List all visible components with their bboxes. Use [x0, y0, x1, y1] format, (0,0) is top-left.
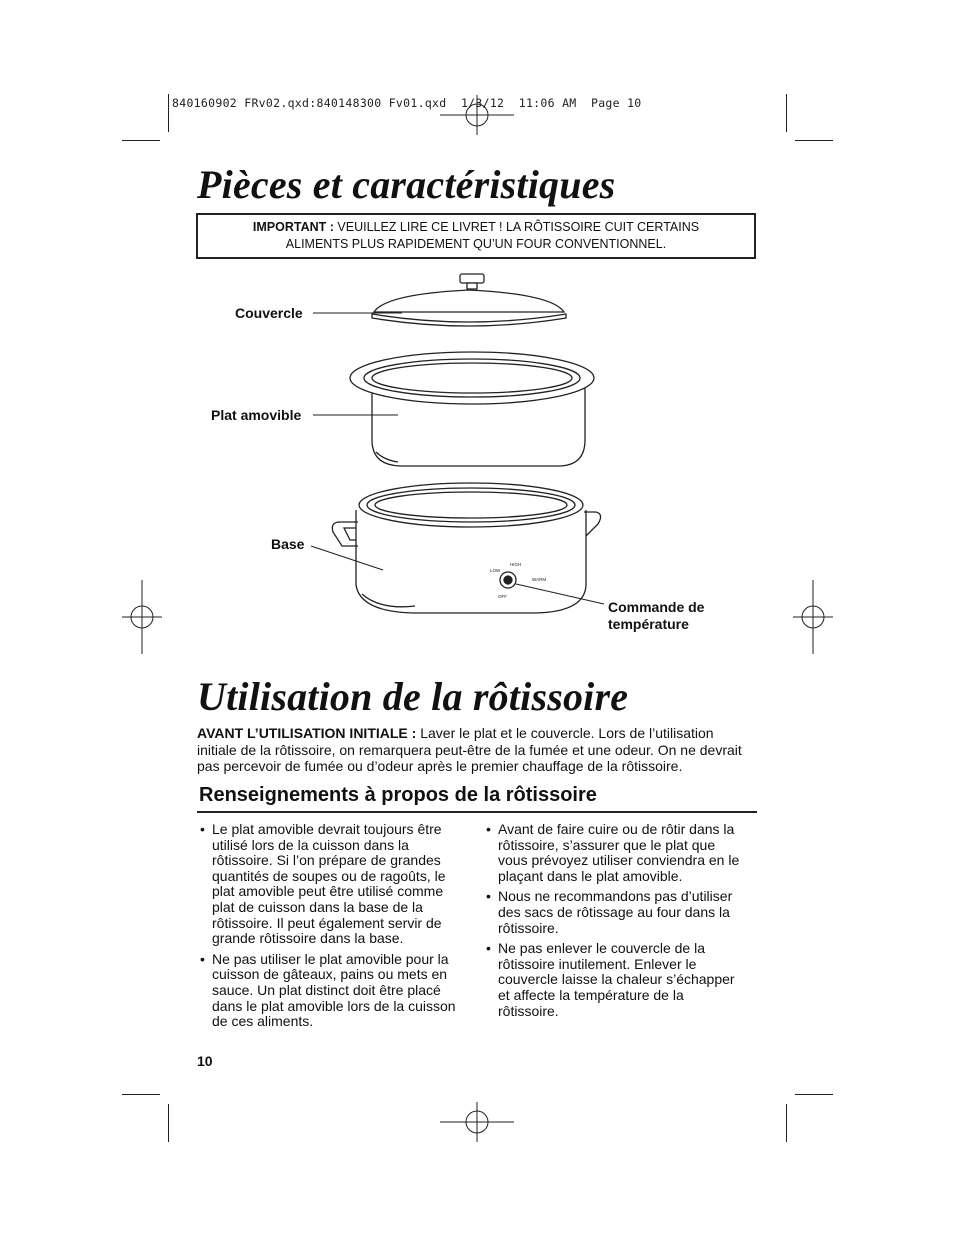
- intro-paragraph: [197, 725, 757, 775]
- section-rule: [197, 811, 757, 813]
- section-heading: Renseignements à propos de la rôtissoire: [199, 784, 597, 806]
- intro-label: AVANT L’UTILISATION INITIALE :: [197, 725, 417, 741]
- bullet-item: • Ne pas utiliser le plat amovible pour la cuisson de gâteaux, pains ou mets en sauce. Un plat distinct doit être placé dans le plat amovible lors de la cuisson de ces aliments.: [199, 952, 469, 1030]
- bullet-item: • Ne pas enlever le couvercle de la rôtissoire inutilement. Enlever le couvercle laisse la chaleur s’échapper et affecte la température de la rôtissoire.: [485, 941, 747, 1019]
- bullet-column-right: [485, 822, 747, 1024]
- important-line2: ALIMENTS PLUS RAPIDEMENT QU’UN FOUR CONVENTIONNEL.: [285, 237, 667, 251]
- label-couvercle: Couvercle: [235, 305, 303, 321]
- svg-text:OFF: OFF: [498, 594, 507, 599]
- bullet-item: • Nous ne recommandons pas d’utiliser des sacs de rôtissage au four dans la rôtissoire.: [485, 889, 747, 936]
- bullet-column-left: [199, 822, 469, 1035]
- important-line1: VEUILLEZ LIRE CE LIVRET ! LA RÔTISSOIRE CUIT CERTAINS: [333, 220, 700, 234]
- label-commande-temperature: Commande de température: [608, 599, 705, 632]
- svg-text:HIGH: HIGH: [510, 562, 522, 567]
- svg-text:LOW: LOW: [490, 568, 501, 573]
- bullet-item: • Avant de faire cuire ou de rôtir dans la rôtissoire, s’assurer que le plat que vous prévoyez utiliser conviendra en le plaçant dans le plat amovible.: [485, 822, 747, 884]
- important-label: IMPORTANT :: [252, 220, 334, 234]
- page-title-use: Utilisation de la rôtissoire: [197, 674, 629, 719]
- label-plat-amovible: Plat amovible: [211, 407, 302, 423]
- label-base: Base: [271, 536, 305, 552]
- page-number: 10: [197, 1053, 213, 1069]
- page-title-parts: Pièces et caractéristiques: [197, 162, 616, 207]
- printer-slug: 840160902 FRv02.qxd:840148300 Fv01.qxd 1/3/12 11:06 AM Page 10: [172, 96, 642, 110]
- lid: [374, 290, 564, 312]
- svg-text:WARM: WARM: [532, 577, 547, 582]
- intro-text: Laver le plat et le couvercle. Lors de l’utilisation initiale de la rôtissoire, on remarquera peut-être de la fumée et une odeur. On ne devrait pas percevoir de fumée ou d’odeur après le premier chauffage de la rôtissoire.: [197, 725, 742, 775]
- lid-knob: [460, 274, 484, 283]
- bullet-item: • Le plat amovible devrait toujours être utilisé lors de la cuisson dans la rôtissoire. Si l’on prépare de grandes quantités de soupes ou de ragoûts, le plat amovible peut être utilisé comme plat de cuisson dans la base de la rôtissoire. Il peut également servir de grande rôtissoire dans la base.: [199, 822, 469, 947]
